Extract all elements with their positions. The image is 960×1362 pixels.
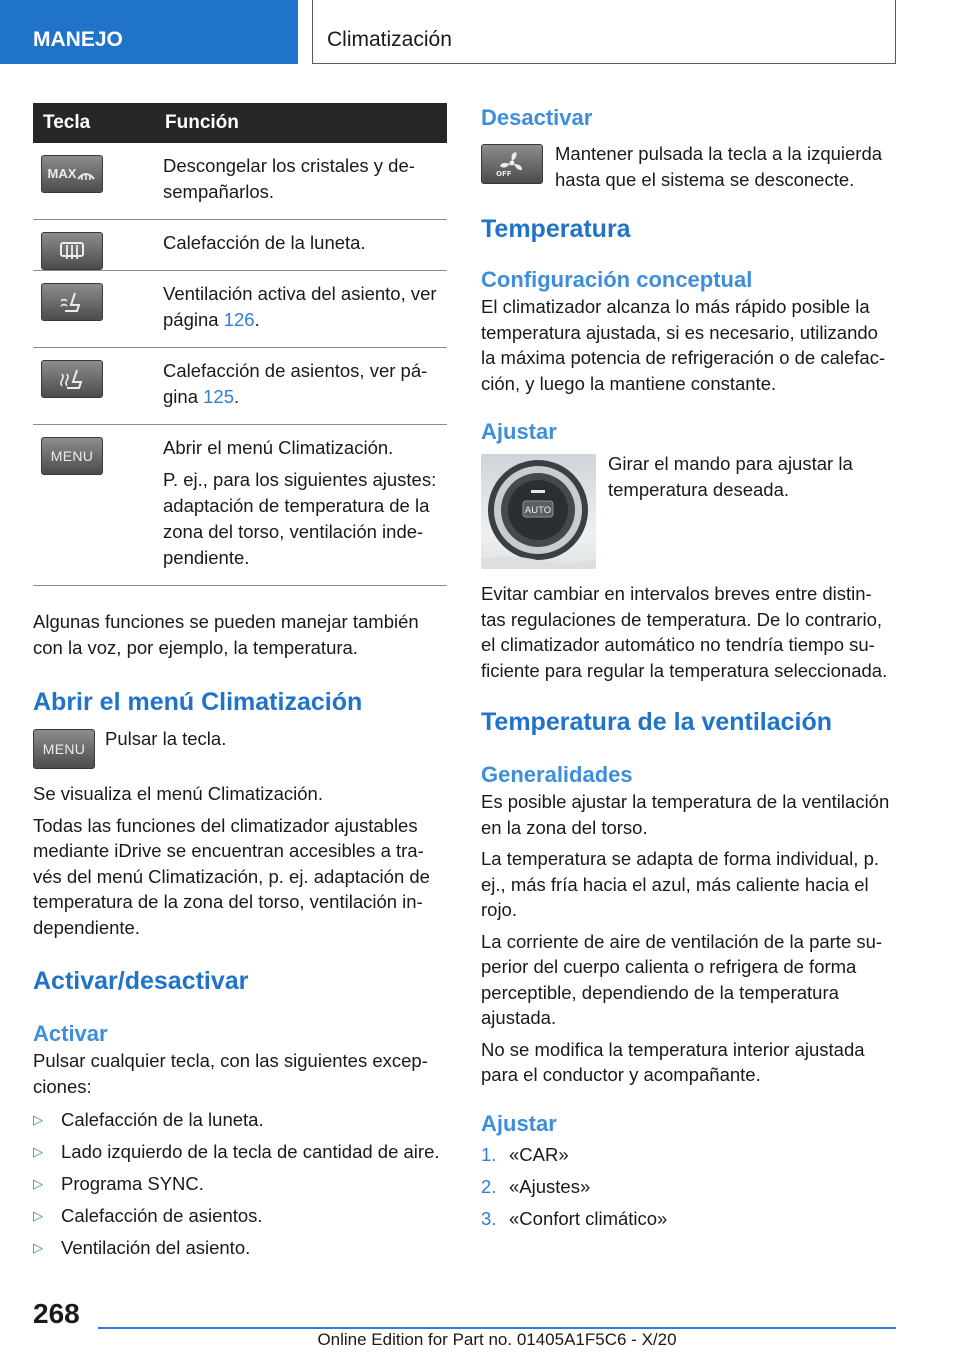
vent-text-4: No se modifica la temperatura interior ajustada para el conductor y acompañante. [481,1038,865,1085]
steps-list [481,1142,895,1232]
heading-vent-temperature: Temperatura de la ventilación [481,708,833,736]
footer-edition: Online Edition for Part no. 01405A1F5C6 - X/20 [317,1330,677,1349]
heading-open-menu: Abrir el menú Climatización [33,688,363,716]
svg-text:OFF: OFF [496,170,512,178]
heading-on-off: Activar/desactivar [33,967,249,995]
heading-deactivate: Desactivar [481,105,593,130]
menu-key-icon: MENU [41,437,103,475]
subheading-general: Generalidades [481,762,633,787]
subheading-adjust-temp: Ajustar [481,419,557,444]
row-text: Calefacción de asientos, ver pá-gina 125. [163,360,428,407]
page-link[interactable]: 125 [203,386,234,407]
section-tab: MANEJO [0,0,298,64]
row-text: Descongelar los cristales y de-sempañarlos. [163,155,415,202]
list-item: ▷ Ventilación del asiento. [33,1235,447,1261]
vent-text-2: La temperatura se adapta de forma individual, p. ej., más fría hacia el azul, más caliente hacia el rojo. [481,848,879,920]
adjust-temp-text: Girar el mando para ajustar la temperatura deseada. [608,453,853,500]
page-link[interactable]: 126 [223,309,255,330]
vent-text-3: La corriente de aire de ventilación de la parte su-perior del cuerpo calienta o refrigera de forma perceptible, dependiendo de la temperatura ajustada. [481,930,883,1028]
menu-description: Todas las funciones del climatizador ajustables mediante iDrive se encuentran accesibles a tra-vés del menú Climatización, p. ej. adaptación de temperatura de la zona del torso, ventilación in-dependiente. [33,814,430,938]
list-item: ▷ Calefacción de asientos. [33,1203,447,1229]
temperature-knob-image [481,454,596,569]
menu-displayed-text: Se visualiza el menú Climatización. [33,783,323,804]
key-function-table [33,103,447,586]
page-number: 268 [33,1298,80,1329]
list-item: ▷ Calefacción de la luneta. [33,1107,447,1133]
chapter-title: Climatización [312,0,896,64]
subheading-adjust-vent: Ajustar [481,1110,557,1136]
row-text: Calefacción de la luneta. [163,232,366,253]
col-header-key: Tecla [33,103,153,143]
right-column [481,103,895,1238]
open-menu-row [33,729,447,769]
activate-text: Pulsar cualquier tecla, con las siguientes excep-ciones: [33,1050,428,1097]
seat-ventilation-icon [41,283,103,321]
list-item: 2. «Ajustes» [481,1175,591,1197]
table-row [33,348,447,425]
intro-text: Algunas funciones se pueden manejar también con la voz, por ejemplo, la temperatura. [33,611,419,658]
list-item: ▷ Programa SYNC. [33,1171,447,1197]
menu-key-icon: MENU [33,729,95,769]
subheading-concept: Configuración conceptual [481,267,753,292]
footer-divider [98,1327,896,1329]
heading-temperature: Temperatura [481,215,631,243]
deactivate-text: Mantener pulsada la tecla a la izquierda hasta que el sistema se desconecte. [555,143,883,190]
row-text-secondary: P. ej., para los siguientes ajustes: adaptación de temperatura de la zona del torso, ventilación inde-pendiente. [163,469,437,568]
row-text: Ventilación activa del asiento, ver página 126. [163,283,437,330]
temperature-warning: Evitar cambiar en intervalos breves entre distin-tas regulaciones de temperatura. De lo contrario, el climatizador automático no tendría tiempo su-ficiente para regular la temperatura seleccionada. [481,583,888,681]
row-text: Abrir el menú Climatización. [163,437,394,458]
subheading-activate: Activar [33,1021,108,1046]
fan-off-icon [481,144,543,184]
left-column [33,103,447,1267]
exceptions-list [33,1107,447,1261]
seat-heating-icon [41,360,103,398]
list-item: ▷ Lado izquierdo de la tecla de cantidad de aire. [33,1139,447,1165]
list-item: 1. «CAR» [481,1143,569,1165]
adjust-temp-row [481,454,895,569]
vent-text-1: Es posible ajustar la temperatura de la ventilación en la zona del torso. [481,791,890,838]
list-item: 3. «Confort climático» [481,1207,668,1229]
table-row [33,220,447,271]
open-menu-instruction: Pulsar la tecla. [105,728,227,749]
concept-text: El climatizador alcanza lo más rápido posible la temperatura ajustada, si es necesario, utilizando la máxima potencia de refrigeración o de calefac-ción, y luego la mantiene constante. [481,296,886,394]
col-header-function: Función [153,103,447,143]
table-row [33,143,447,220]
rear-window-heating-icon [41,232,103,270]
max-defrost-icon: MAX [41,155,103,193]
table-row [33,425,447,586]
table-row [33,271,447,348]
deactivate-row [481,144,895,192]
knob-label: AUTO [524,505,552,516]
